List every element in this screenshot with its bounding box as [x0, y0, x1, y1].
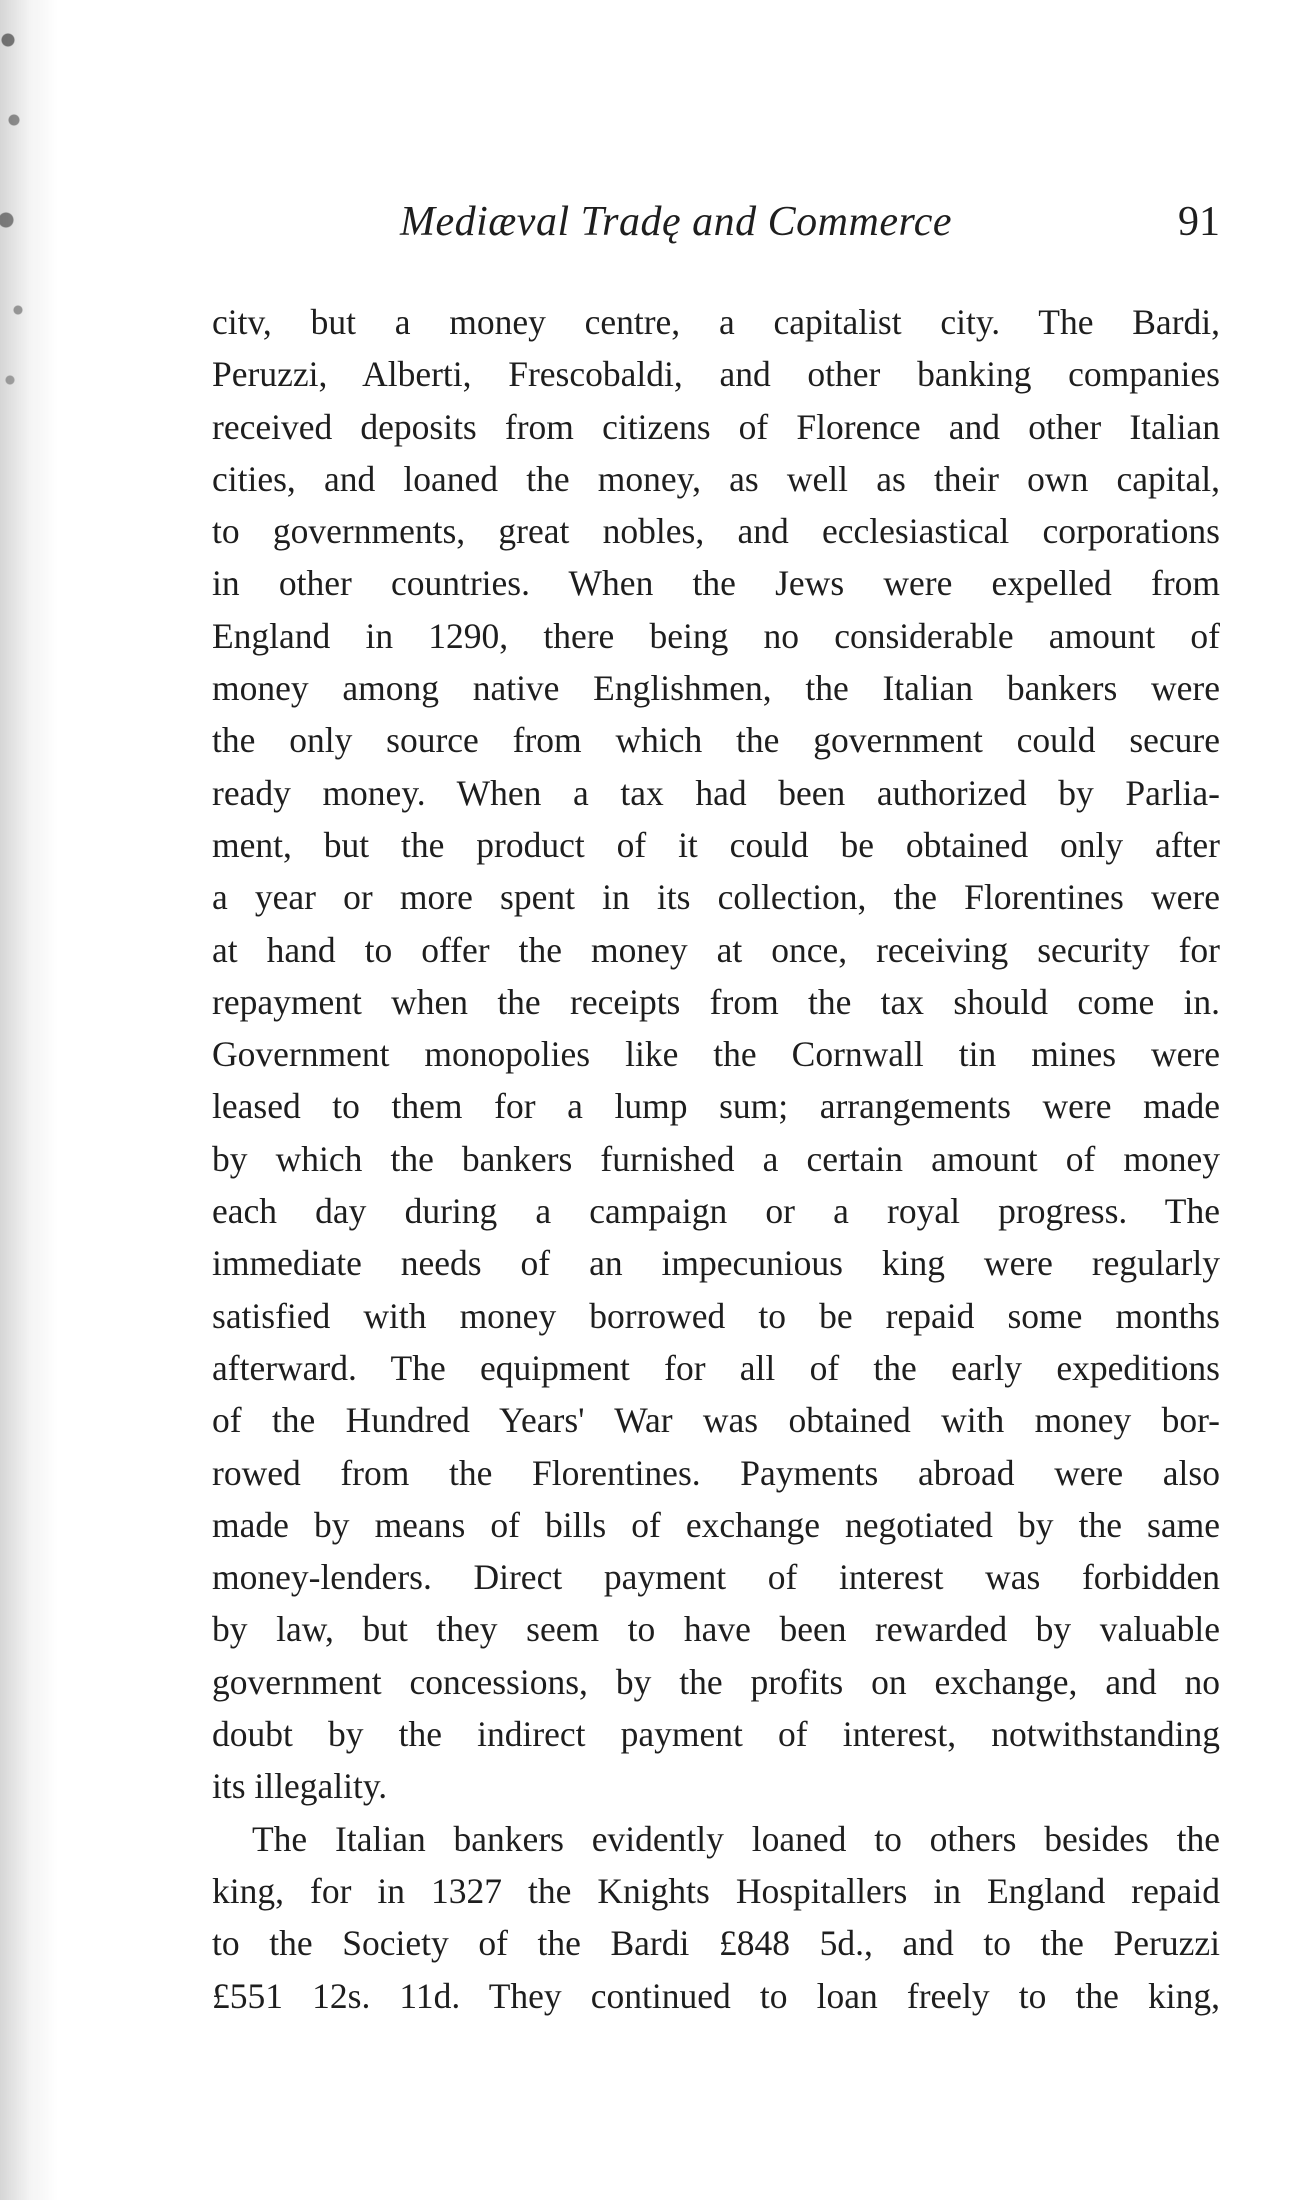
text-line: to governments, great nobles, and ecclesiastical corporations	[212, 511, 1220, 552]
text-line: £551 12s. 11d. They continued to loan freely to the king,	[212, 1975, 1220, 2016]
text-line: its illegality.	[212, 1766, 388, 1807]
text-line: by which the bankers furnished a certain amount of money	[212, 1138, 1220, 1179]
text-line: government concessions, by the profits on exchange, and no	[212, 1661, 1220, 1702]
text-line: doubt by the indirect payment of interest, notwithstanding	[212, 1714, 1220, 1755]
text-line: a year or more spent in its collection, the Florentines were	[212, 877, 1220, 918]
text-line: king, for in 1327 the Knights Hospitallers in England repaid	[212, 1870, 1220, 1911]
text-line: leased to them for a lump sum; arrangements were made	[212, 1086, 1220, 1127]
text-line: repayment when the receipts from the tax should come in.	[212, 981, 1220, 1022]
text-line: the only source from which the government could secure	[212, 720, 1220, 761]
text-line: received deposits from citizens of Florence and other Italian	[212, 406, 1220, 447]
body-text	[212, 296, 1220, 2022]
binding-edge-shadow	[0, 0, 60, 2200]
text-line: The Italian bankers evidently loaned to others besides the	[252, 1818, 1220, 1859]
text-line: each day during a campaign or a royal progress. The	[212, 1191, 1220, 1232]
text-line: cities, and loaned the money, as well as their own capital,	[212, 458, 1220, 499]
text-line: afterward. The equipment for all of the early expeditions	[212, 1347, 1220, 1388]
text-line: ment, but the product of it could be obtained only after	[212, 824, 1220, 865]
page-header	[210, 198, 1220, 258]
text-line: by law, but they seem to have been rewarded by valuable	[212, 1609, 1220, 1650]
text-line: England in 1290, there being no considerable amount of	[212, 615, 1220, 656]
text-line: of the Hundred Years' War was obtained with money bor-	[212, 1400, 1220, 1441]
text-line: rowed from the Florentines. Payments abroad were also	[212, 1452, 1220, 1493]
text-line: ready money. When a tax had been authorized by Parlia-	[212, 772, 1220, 813]
page-number: 91	[1178, 199, 1220, 245]
text-line: money-lenders. Direct payment of interest was forbidden	[212, 1557, 1220, 1598]
text-line: citv, but a money centre, a capitalist city. The Bardi,	[212, 302, 1220, 342]
text-line: to the Society of the Bardi £848 5d., and to the Peruzzi	[212, 1923, 1220, 1964]
text-line: in other countries. When the Jews were expelled from	[212, 563, 1220, 604]
paragraph	[212, 296, 1220, 1813]
text-line: Government monopolies like the Cornwall tin mines were	[212, 1034, 1220, 1075]
text-line: money among native Englishmen, the Italian bankers were	[212, 668, 1220, 709]
text-line: immediate needs of an impecunious king were regularly	[212, 1243, 1220, 1284]
running-title: Mediæval Tradę and Commerce	[400, 199, 953, 245]
text-line: at hand to offer the money at once, receiving security for	[212, 929, 1220, 970]
paragraph	[212, 1813, 1220, 2022]
text-line: Peruzzi, Alberti, Frescobaldi, and other banking companies	[212, 354, 1220, 395]
text-line: made by means of bills of exchange negotiated by the same	[212, 1504, 1220, 1545]
text-line: satisfied with money borrowed to be repaid some months	[212, 1295, 1220, 1336]
